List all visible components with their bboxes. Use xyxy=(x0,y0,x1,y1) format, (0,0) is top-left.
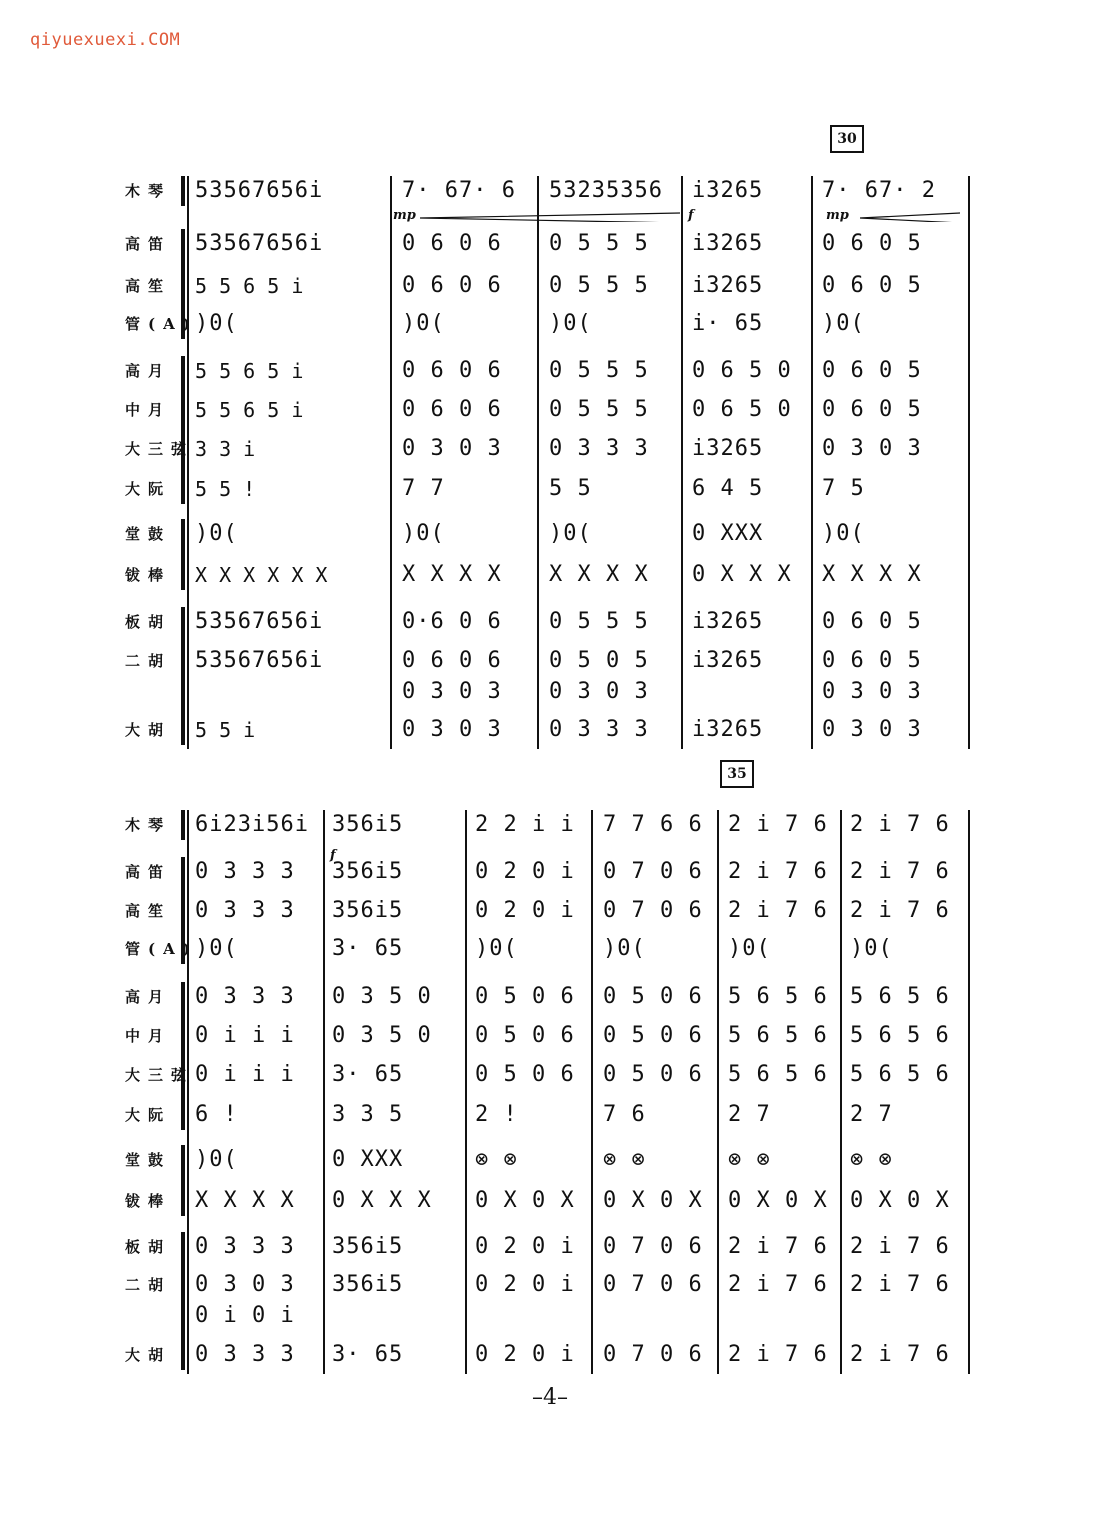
measure-notes: 53567656i xyxy=(195,231,324,256)
measure-notes: )0( xyxy=(822,311,865,336)
measure-notes: )0( xyxy=(402,311,445,336)
measure-notes: )0( xyxy=(603,936,646,961)
measure-notes: 0 X X X xyxy=(692,562,792,587)
measure-notes: 53567656i xyxy=(195,178,324,203)
measure-notes: 5 6 5 6 xyxy=(850,1023,950,1048)
measure-notes: 0 X 0 X xyxy=(850,1188,950,1213)
measure-notes: 0 2 0 i xyxy=(475,1342,575,1367)
staff-row xyxy=(125,1141,975,1179)
measure-notes: 356i5 xyxy=(332,859,404,884)
measure-notes: i3265 xyxy=(692,436,764,461)
measure-notes: 0 X X X xyxy=(332,1188,432,1213)
measure-notes: i3265 xyxy=(692,273,764,298)
staff-row xyxy=(125,930,975,968)
measure-notes: )0( xyxy=(549,311,592,336)
measure-notes: 356i5 xyxy=(332,1272,404,1297)
staff-row xyxy=(125,1336,975,1374)
instrument-label: 管(A) xyxy=(125,940,198,958)
measure-notes: 356i5 xyxy=(332,898,404,923)
instrument-label: 高笙 xyxy=(125,902,172,920)
measure-notes: 3 3 i xyxy=(195,437,256,461)
measure-notes: ⊗ ⊗ xyxy=(728,1147,771,1172)
measure-notes: 2 i 7 6 xyxy=(728,1342,828,1367)
measure-notes: 0 6 0 6 xyxy=(402,648,502,673)
crescendo-hairpin xyxy=(420,212,680,222)
instrument-label: 大胡 xyxy=(125,1346,172,1364)
measure-notes: ⊗ ⊗ xyxy=(475,1147,518,1172)
measure-notes: 2 i 7 6 xyxy=(850,898,950,923)
measure-notes: 7· 67· 6 xyxy=(402,178,516,203)
measure-notes: 0 7 0 6 xyxy=(603,1272,703,1297)
measure-notes: 5 6 5 6 xyxy=(850,984,950,1009)
measure-notes: X X X X xyxy=(195,1188,295,1213)
instrument-label: 堂鼓 xyxy=(125,525,172,543)
measure-notes: 0 6 0 6 xyxy=(402,397,502,422)
measure-notes: 2 i 7 6 xyxy=(728,812,828,837)
measure-notes: 0 5 0 6 xyxy=(475,1062,575,1087)
measure-notes: 0 3 0 3 xyxy=(822,679,922,704)
measure-notes: 53567656i xyxy=(195,609,324,634)
measure-notes: 0 6 0 5 xyxy=(822,273,922,298)
staff-row xyxy=(125,892,975,930)
crescendo-hairpin xyxy=(860,212,960,222)
measure-notes: 2 i 7 6 xyxy=(850,812,950,837)
measure-notes: 5 5 6 5 i xyxy=(195,359,304,383)
measure-notes: i· 65 xyxy=(692,311,764,336)
rehearsal-mark: 30 xyxy=(830,125,864,153)
instrument-label: 堂鼓 xyxy=(125,1151,172,1169)
measure-notes: 0 5 0 5 xyxy=(549,648,649,673)
measure-notes: 0 3 3 3 xyxy=(549,436,649,461)
measure-notes: 0 6 0 5 xyxy=(822,648,922,673)
measure-notes: 0 i i i xyxy=(195,1023,295,1048)
measure-notes: 0 2 0 i xyxy=(475,1234,575,1259)
measure-notes: 53235356 xyxy=(549,178,663,203)
instrument-label: 二胡 xyxy=(125,652,172,670)
staff-row xyxy=(125,853,975,891)
measure-notes: 0 6 0 5 xyxy=(822,397,922,422)
measure-notes: 0 5 5 5 xyxy=(549,358,649,383)
measure-notes: 5 5 6 5 i xyxy=(195,274,304,298)
instrument-label: 二胡 xyxy=(125,1276,172,1294)
staff-row xyxy=(125,806,975,844)
instrument-label: 高月 xyxy=(125,988,172,1006)
measure-notes: i3265 xyxy=(692,609,764,634)
measure-notes: 0 3 0 3 xyxy=(402,717,502,742)
measure-notes: 0 X 0 X xyxy=(603,1188,703,1213)
measure-notes: )0( xyxy=(850,936,893,961)
measure-notes: 0 i 0 i xyxy=(195,1303,295,1328)
measure-notes: 0 7 0 6 xyxy=(603,898,703,923)
measure-notes: 6i23i56i xyxy=(195,812,309,837)
instrument-label: 钹棒 xyxy=(125,1192,172,1210)
measure-notes: 0 X 0 X xyxy=(475,1188,575,1213)
measure-notes: )0( xyxy=(728,936,771,961)
measure-notes: 0 6 0 5 xyxy=(822,231,922,256)
measure-notes: 0 XXX xyxy=(692,521,764,546)
measure-notes: 0 3 0 3 xyxy=(822,436,922,461)
instrument-label: 中月 xyxy=(125,1027,172,1045)
instrument-label: 板胡 xyxy=(125,613,172,631)
measure-notes: 0 3 0 3 xyxy=(402,436,502,461)
measure-notes: 0 3 3 3 xyxy=(195,898,295,923)
measure-notes: 0 3 0 3 xyxy=(195,1272,295,1297)
measure-notes: X X X X xyxy=(822,562,922,587)
measure-notes: 3 3 5 xyxy=(332,1102,404,1127)
measure-notes: )0( xyxy=(195,936,238,961)
measure-notes: 2 i 7 6 xyxy=(850,859,950,884)
measure-notes: 0 X 0 X xyxy=(728,1188,828,1213)
measure-notes: 0 6 0 6 xyxy=(402,231,502,256)
instrument-label: 大阮 xyxy=(125,480,172,498)
staff-row xyxy=(125,1096,975,1134)
staff-row xyxy=(125,978,975,1016)
measure-notes: 0 5 5 5 xyxy=(549,609,649,634)
measure-notes: 0 2 0 i xyxy=(475,898,575,923)
measure-notes: 0 3 5 0 xyxy=(332,1023,432,1048)
instrument-label: 大胡 xyxy=(125,721,172,739)
instrument-label: 大三弦 xyxy=(125,440,195,458)
measure-notes: 2 ! xyxy=(475,1102,518,1127)
measure-notes: ⊗ ⊗ xyxy=(850,1147,893,1172)
measure-notes: 0 3 3 3 xyxy=(195,859,295,884)
measure-notes: 0 6 0 6 xyxy=(402,273,502,298)
measure-notes: 5 6 5 6 xyxy=(728,1062,828,1087)
rehearsal-mark: 35 xyxy=(720,760,754,788)
measure-notes: 0 3 5 0 xyxy=(332,984,432,1009)
measure-notes: 5 5 ! xyxy=(195,477,256,501)
measure-notes: 0 i i i xyxy=(195,1062,295,1087)
measure-notes: i3265 xyxy=(692,648,764,673)
measure-notes: 6 ! xyxy=(195,1102,238,1127)
instrument-label: 板胡 xyxy=(125,1238,172,1256)
instrument-label: 高笛 xyxy=(125,863,172,881)
measure-notes: )0( xyxy=(475,936,518,961)
measure-notes: ⊗ ⊗ xyxy=(603,1147,646,1172)
measure-notes: 7 5 xyxy=(822,476,865,501)
measure-notes: 0 3 3 3 xyxy=(195,1342,295,1367)
measure-notes: 0 7 0 6 xyxy=(603,859,703,884)
measure-notes: 3· 65 xyxy=(332,936,404,961)
measure-notes: 0 6 5 0 xyxy=(692,397,792,422)
measure-notes: )0( xyxy=(822,521,865,546)
system-2 xyxy=(125,0,975,1522)
measure-notes: 2 i 7 6 xyxy=(850,1272,950,1297)
measure-notes: 7 6 xyxy=(603,1102,646,1127)
measure-notes: 2 i 7 6 xyxy=(728,859,828,884)
measure-notes: 0·6 0 6 xyxy=(402,609,502,634)
measure-notes: 6 4 5 xyxy=(692,476,764,501)
measure-notes: 2 2 i i xyxy=(475,812,575,837)
dynamic-marking: mp xyxy=(826,208,849,223)
measure-notes: 0 3 0 3 xyxy=(402,679,502,704)
measure-notes: i3265 xyxy=(692,231,764,256)
measure-notes: 0 5 0 6 xyxy=(603,1023,703,1048)
measure-notes: 3· 65 xyxy=(332,1342,404,1367)
page-number: –4– xyxy=(532,1385,568,1410)
measure-notes: 5 5 6 5 i xyxy=(195,398,304,422)
measure-notes: 0 3 3 3 xyxy=(549,717,649,742)
measure-notes: 0 5 5 5 xyxy=(549,273,649,298)
measure-notes: 0 5 5 5 xyxy=(549,397,649,422)
staff-row xyxy=(125,1182,975,1220)
measure-notes: 2 i 7 6 xyxy=(728,898,828,923)
measure-notes: 356i5 xyxy=(332,812,404,837)
instrument-label: 中月 xyxy=(125,401,172,419)
instrument-label: 钹棒 xyxy=(125,566,172,584)
measure-notes: 2 i 7 6 xyxy=(728,1234,828,1259)
measure-notes: X X X X xyxy=(549,562,649,587)
instrument-label: 高笙 xyxy=(125,277,172,295)
instrument-label: 管(A) xyxy=(125,315,198,333)
measure-notes: 0 5 0 6 xyxy=(475,984,575,1009)
measure-notes: 2 7 xyxy=(850,1102,893,1127)
dynamic-marking: f xyxy=(688,208,694,223)
measure-notes: 53567656i xyxy=(195,648,324,673)
instrument-label: 木琴 xyxy=(125,816,172,834)
measure-notes: 0 7 0 6 xyxy=(603,1234,703,1259)
measure-notes: 5 6 5 6 xyxy=(728,1023,828,1048)
measure-notes: 2 i 7 6 xyxy=(728,1272,828,1297)
measure-notes: 2 7 xyxy=(728,1102,771,1127)
measure-notes: 356i5 xyxy=(332,1234,404,1259)
measure-notes: )0( xyxy=(195,311,238,336)
staff-row xyxy=(125,1297,975,1335)
measure-notes: 0 XXX xyxy=(332,1147,404,1172)
dynamic-marking: f xyxy=(330,848,336,863)
measure-notes: 5 6 5 6 xyxy=(850,1062,950,1087)
measure-notes: 2 i 7 6 xyxy=(850,1234,950,1259)
measure-notes: i3265 xyxy=(692,178,764,203)
measure-notes: 0 3 3 3 xyxy=(195,1234,295,1259)
measure-notes: 0 5 0 6 xyxy=(603,984,703,1009)
measure-notes: 0 2 0 i xyxy=(475,859,575,884)
measure-notes: 7 7 6 6 xyxy=(603,812,703,837)
measure-notes: 0 6 0 5 xyxy=(822,609,922,634)
measure-notes: 0 3 3 3 xyxy=(195,984,295,1009)
measure-notes: 0 6 0 5 xyxy=(822,358,922,383)
measure-notes: 7· 67· 2 xyxy=(822,178,936,203)
measure-notes: 0 3 0 3 xyxy=(822,717,922,742)
site-watermark: qiyuexuexi.COM xyxy=(30,30,181,50)
measure-notes: X X X X xyxy=(402,562,502,587)
instrument-label: 大阮 xyxy=(125,1106,172,1124)
measure-notes: 0 2 0 i xyxy=(475,1272,575,1297)
instrument-label: 高月 xyxy=(125,362,172,380)
measure-notes: 0 6 5 0 xyxy=(692,358,792,383)
measure-notes: )0( xyxy=(195,1147,238,1172)
measure-notes: 0 5 0 6 xyxy=(603,1062,703,1087)
instrument-label: 大三弦 xyxy=(125,1066,195,1084)
instrument-label: 高笛 xyxy=(125,235,172,253)
measure-notes: )0( xyxy=(195,521,238,546)
staff-row xyxy=(125,1017,975,1055)
measure-notes: 5 5 i xyxy=(195,718,256,742)
measure-notes: )0( xyxy=(549,521,592,546)
measure-notes: X X X X X X xyxy=(195,563,328,587)
measure-notes: 5 5 xyxy=(549,476,592,501)
measure-notes: 2 i 7 6 xyxy=(850,1342,950,1367)
dynamic-marking: mp xyxy=(393,208,416,223)
measure-notes: 3· 65 xyxy=(332,1062,404,1087)
measure-notes: 0 6 0 6 xyxy=(402,358,502,383)
measure-notes: i3265 xyxy=(692,717,764,742)
measure-notes: )0( xyxy=(402,521,445,546)
measure-notes: 7 7 xyxy=(402,476,445,501)
measure-notes: 0 7 0 6 xyxy=(603,1342,703,1367)
staff-row xyxy=(125,1228,975,1266)
measure-notes: 0 3 0 3 xyxy=(549,679,649,704)
measure-notes: 5 6 5 6 xyxy=(728,984,828,1009)
staff-row xyxy=(125,1056,975,1094)
measure-notes: 0 5 5 5 xyxy=(549,231,649,256)
instrument-label: 木琴 xyxy=(125,182,172,200)
measure-notes: 0 5 0 6 xyxy=(475,1023,575,1048)
